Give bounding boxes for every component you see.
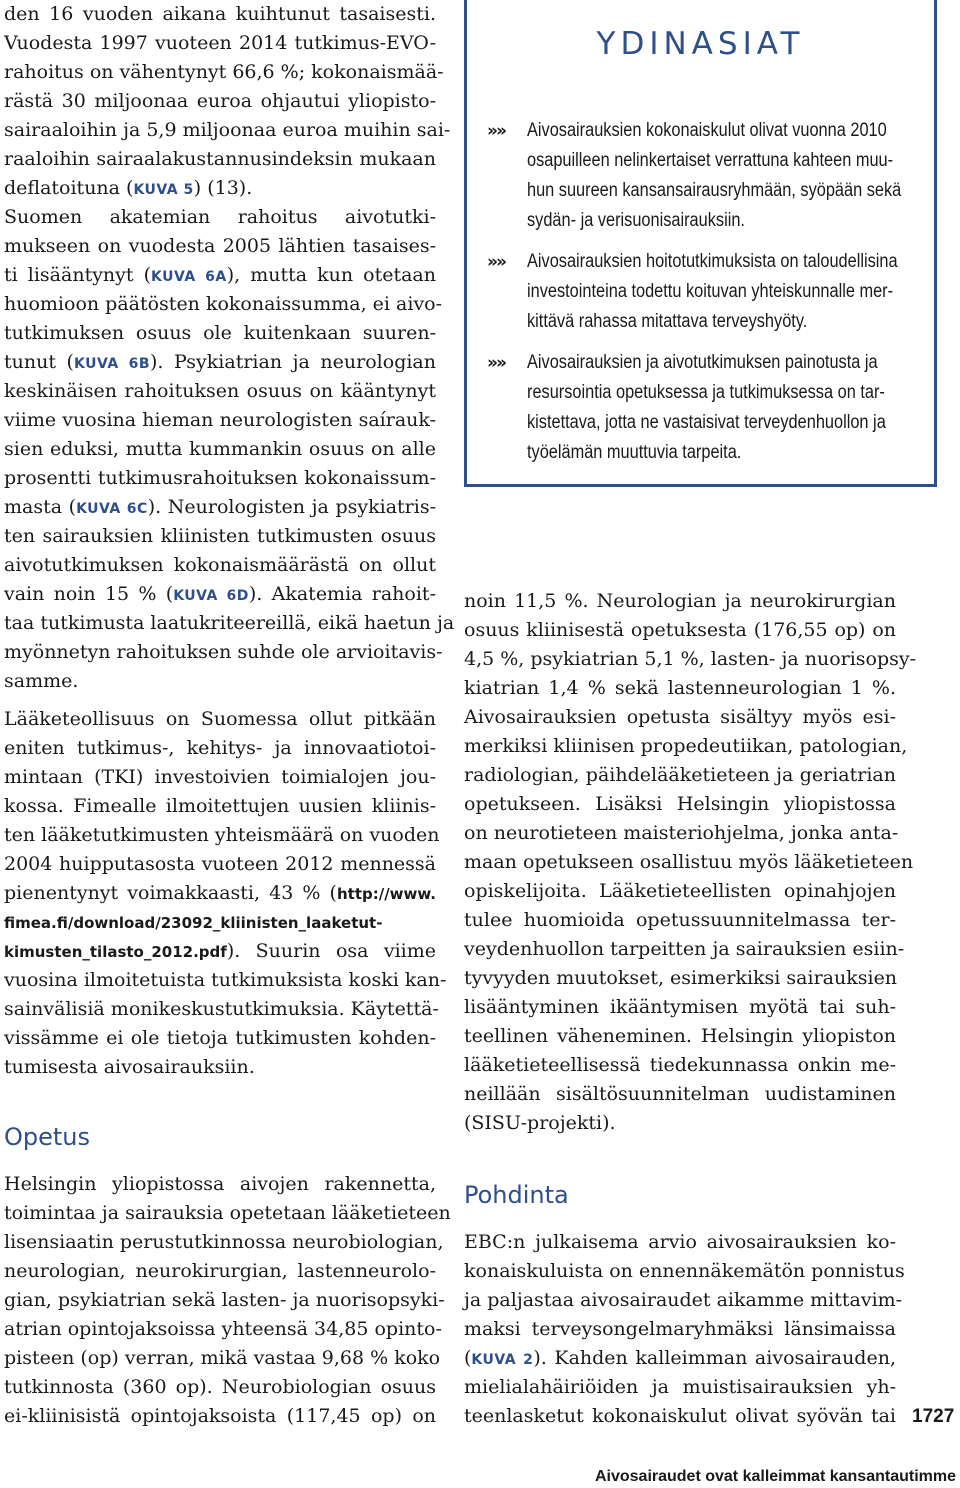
text-line: rästä 30 miljoonaa euroa ohjautui yliopisto- [4, 90, 436, 112]
text-line: 4,5 %, psykiatrian 5,1 %, lasten- ja nuorisopsy- [464, 648, 917, 670]
text-line: tutkinnosta (360 op). Neurobiologian osuus [4, 1376, 436, 1398]
key-points-title: YDINASIAT [596, 26, 805, 62]
text-line: Helsingin yliopistossa aivojen rakennetta, [4, 1173, 436, 1195]
text-line: Aivosairauksien opetusta sisältyy myös esi- [464, 706, 896, 728]
text-line: kimusten_tilasto_2012.pdf). Suurin osa viime [4, 940, 436, 962]
page-number: 1727 [912, 1406, 955, 1427]
text-line: neurologian, neurokirurgian, lastenneurolo- [4, 1260, 436, 1282]
figure-reference: KUVA 6A [151, 269, 227, 285]
text-line: huomioon päätösten kokonaissumma, ei aivo- [4, 293, 443, 315]
text-line: gian, psykiatrian sekä lasten- ja nuorisopsyki- [4, 1289, 445, 1311]
text-line: taa tutkimusta laatukriteereillä, eikä haetun ja [4, 612, 455, 634]
text-line: konaiskuluista on ennennäkemätön ponnistus [464, 1260, 905, 1282]
text-line: rahoitus on vähentynyt 66,6 %; kokonaismää- [4, 61, 444, 83]
double-chevron-icon: » [496, 121, 503, 141]
text-line: tutkimuksen osuus ole kuitenkaan suuren- [4, 322, 436, 344]
text-line: viime vuosina hieman neurologisten saírauk- [4, 409, 436, 431]
double-chevron-icon: » [487, 252, 494, 272]
text-line: tumisesta aivosairauksiin. [4, 1056, 255, 1078]
key-point-line: työelämän muuttuvia tarpeita. [527, 442, 742, 463]
text-line: Suomen akatemian rahoitus aivotutki- [4, 206, 436, 228]
text-line: neillään sisältösuunnitelman uudistaminen [464, 1083, 896, 1105]
text-line: vuosina ilmoitetuista tutkimuksista koski kan- [4, 969, 447, 991]
double-chevron-icon: » [487, 353, 494, 373]
double-chevron-icon: » [487, 121, 494, 141]
text-line: (KUVA 2). Kahden kalleimman aivosairauden, [464, 1347, 896, 1369]
text-line: pisteen (op) verran, mikä vastaa 9,68 % koko [4, 1347, 441, 1369]
text-line: merkiksi kliinisen propedeutiikan, patologian, [464, 735, 908, 757]
text-line: mielialahäiriöiden ja muistisairauksien yh- [464, 1376, 896, 1398]
text-line: radiologian, päihdelääketieteen ja geriatrian [464, 764, 896, 786]
text-line: pienentynyt voimakkaasti, 43 % (http://www. [4, 882, 436, 904]
text-line: prosentti tutkimusrahoituksen kokonaissum- [4, 467, 436, 489]
text-line: osuus kliinisestä opetuksesta (176,55 op) on [464, 619, 896, 641]
text-line: lisääntyminen ikääntymisen myötä tai suh- [464, 996, 896, 1018]
text-line: sien eduksi, mutta kummankin osuus on alle [4, 438, 436, 460]
figure-reference: KUVA 6D [173, 588, 249, 604]
text-line: ten sairauksien kliinisten tutkimusten osuus [4, 525, 436, 547]
text-line: opetukseen. Lisäksi Helsingin yliopistossa [464, 793, 896, 815]
text-line: toimintaa ja sairauksia opetetaan lääketieteen [4, 1202, 451, 1224]
figure-reference: KUVA 6B [73, 356, 150, 372]
text-line: veydenhuollon tarpeitten ja sairauksien esiin- [464, 938, 905, 960]
key-point-line: Aivosairauksien ja aivotutkimuksen painotusta ja [527, 352, 878, 373]
text-line: tulee huomioida opetussuunnitelmassa ter- [464, 909, 896, 931]
text-line: vissämme ei ole tietoja tutkimusten kohden- [4, 1027, 436, 1049]
double-chevron-icon: » [496, 353, 503, 373]
running-footer: Aivosairaudet ovat kalleimmat kansantautimme [594, 1468, 956, 1485]
text-line: deflatoituna (KUVA 5) (13). [4, 177, 253, 199]
double-chevron-icon: » [496, 252, 503, 272]
text-line: (SISU-projekti). [464, 1112, 616, 1134]
text-line: opiskelijoita. Lääketieteellisten opinahjojen [464, 880, 896, 902]
text-line: ten lääketutkimusten yhteismäärä on vuoden [4, 824, 440, 846]
text-line: Lääketeollisuus on Suomessa ollut pitkään [4, 708, 436, 730]
text-line: aivotutkimuksen kokonaismäärästä on ollut [4, 554, 436, 576]
text-line: maksi terveysongelmaryhmäksi länsimaissa [464, 1318, 896, 1340]
text-line: raaloihin sairaalakustannusindeksin mukaan [4, 148, 436, 170]
text-line: lisensiaatin perustutkinnossa neurobiologian, [4, 1231, 444, 1253]
figure-reference: KUVA 6C [76, 501, 148, 517]
text-line: samme. [4, 670, 79, 692]
key-point-line: resursointia opetuksessa ja tutkimuksessa on tar- [527, 382, 885, 403]
text-line: sairaaloihin ja 5,9 miljoonaa euroa muihin sai- [4, 119, 451, 141]
download-link[interactable]: kimusten_tilasto_2012.pdf [4, 943, 227, 961]
key-point-line: investointeina todettu koituvan yhteiskunnalle mer- [527, 281, 894, 302]
text-line: Vuodesta 1997 vuoteen 2014 tutkimus-EVO- [4, 32, 436, 54]
section-heading-pohdinta: Pohdinta [464, 1181, 569, 1209]
download-link[interactable]: http://www. [336, 885, 436, 903]
figure-reference: KUVA 2 [471, 1352, 534, 1368]
key-point-line: sydän- ja verisuonisairauksiin. [527, 210, 745, 231]
text-line: atrian opintojaksoissa yhteensä 34,85 opinto- [4, 1318, 442, 1340]
text-line: keskinäisen rahoituksen osuus on kääntynyt [4, 380, 436, 402]
text-line: maan opetukseen osallistuu myös lääketieteen [464, 851, 914, 873]
key-point-line: kittävä rahassa mitattava terveyshyöty. [527, 311, 808, 332]
key-point-line: Aivosairauksien hoitotutkimuksista on taloudellisina [527, 251, 898, 272]
text-line: teenlasketut kokonaiskulut olivat syövän tai [464, 1405, 896, 1427]
text-line: 2004 huipputasosta vuoteen 2012 mennessä [4, 853, 436, 875]
key-point-line: hun suureen kansansairausryhmään, syöpään sekä [527, 180, 902, 201]
text-line: kossa. Fimealle ilmoitettujen uusien kliinis- [4, 795, 436, 817]
text-line: teellinen väheneminen. Helsingin yliopiston [464, 1025, 896, 1047]
text-line: on neurotieteen maisteriohjelma, jonka anta- [464, 822, 899, 844]
text-line: tyvyyden muutokset, esimerkiksi sairauksien [464, 967, 898, 989]
key-point-line: osapuilleen nelinkertaiset verrattuna kahteen muu- [527, 150, 894, 171]
text-line: vain noin 15 % (KUVA 6D). Akatemia rahoit- [4, 583, 436, 605]
text-line: EBC:n julkaisema arvio aivosairauksien ko- [464, 1231, 896, 1253]
text-line: ja paljastaa aivosairaudet aikamme mittavim- [464, 1289, 903, 1311]
text-line: lääketieteellisessä tiedekunnassa onkin me- [464, 1054, 896, 1076]
text-line: masta (KUVA 6C). Neurologisten ja psykiatris- [4, 496, 436, 518]
text-line [4, 908, 436, 937]
key-point-line: kistettava, jotta ne vastaisivat terveydenhuollon ja [527, 412, 886, 433]
text-line: kiatrian 1,4 % sekä lastenneurologian 1 %. [464, 677, 896, 699]
figure-reference: KUVA 5 [133, 182, 194, 198]
text-line: mukseen on vuodesta 2005 lähtien tasaises- [4, 235, 436, 257]
text-line: den 16 vuoden aikana kuihtunut tasaisesti. [4, 3, 436, 25]
text-line: myönnetyn rahoituksen suhde ole arvioitavis- [4, 641, 443, 663]
text-line: sainvälisiä monikeskustutkimuksia. Käytettä- [4, 998, 439, 1020]
key-points-box [464, 0, 937, 487]
text-line: eniten tutkimus-, kehitys- ja innovaatiotoi- [4, 737, 436, 759]
key-point-line: Aivosairauksien kokonaiskulut olivat vuonna 2010 [527, 120, 887, 141]
text-line: noin 11,5 %. Neurologian ja neurokirurgian [464, 590, 896, 612]
text-line: ti lisääntynyt (KUVA 6A), mutta kun otetaan [4, 264, 436, 286]
text-line: tunut (KUVA 6B). Psykiatrian ja neurologian [4, 351, 436, 373]
text-line: mintaan (TKI) investoivien toimialojen jou- [4, 766, 436, 788]
download-link[interactable]: fimea.fi/download/23092_kliinisten_laaketut- [4, 914, 383, 932]
text-line: ei-kliinisistä opintojaksoista (117,45 op) on [4, 1405, 436, 1427]
section-heading-opetus: Opetus [4, 1123, 91, 1151]
